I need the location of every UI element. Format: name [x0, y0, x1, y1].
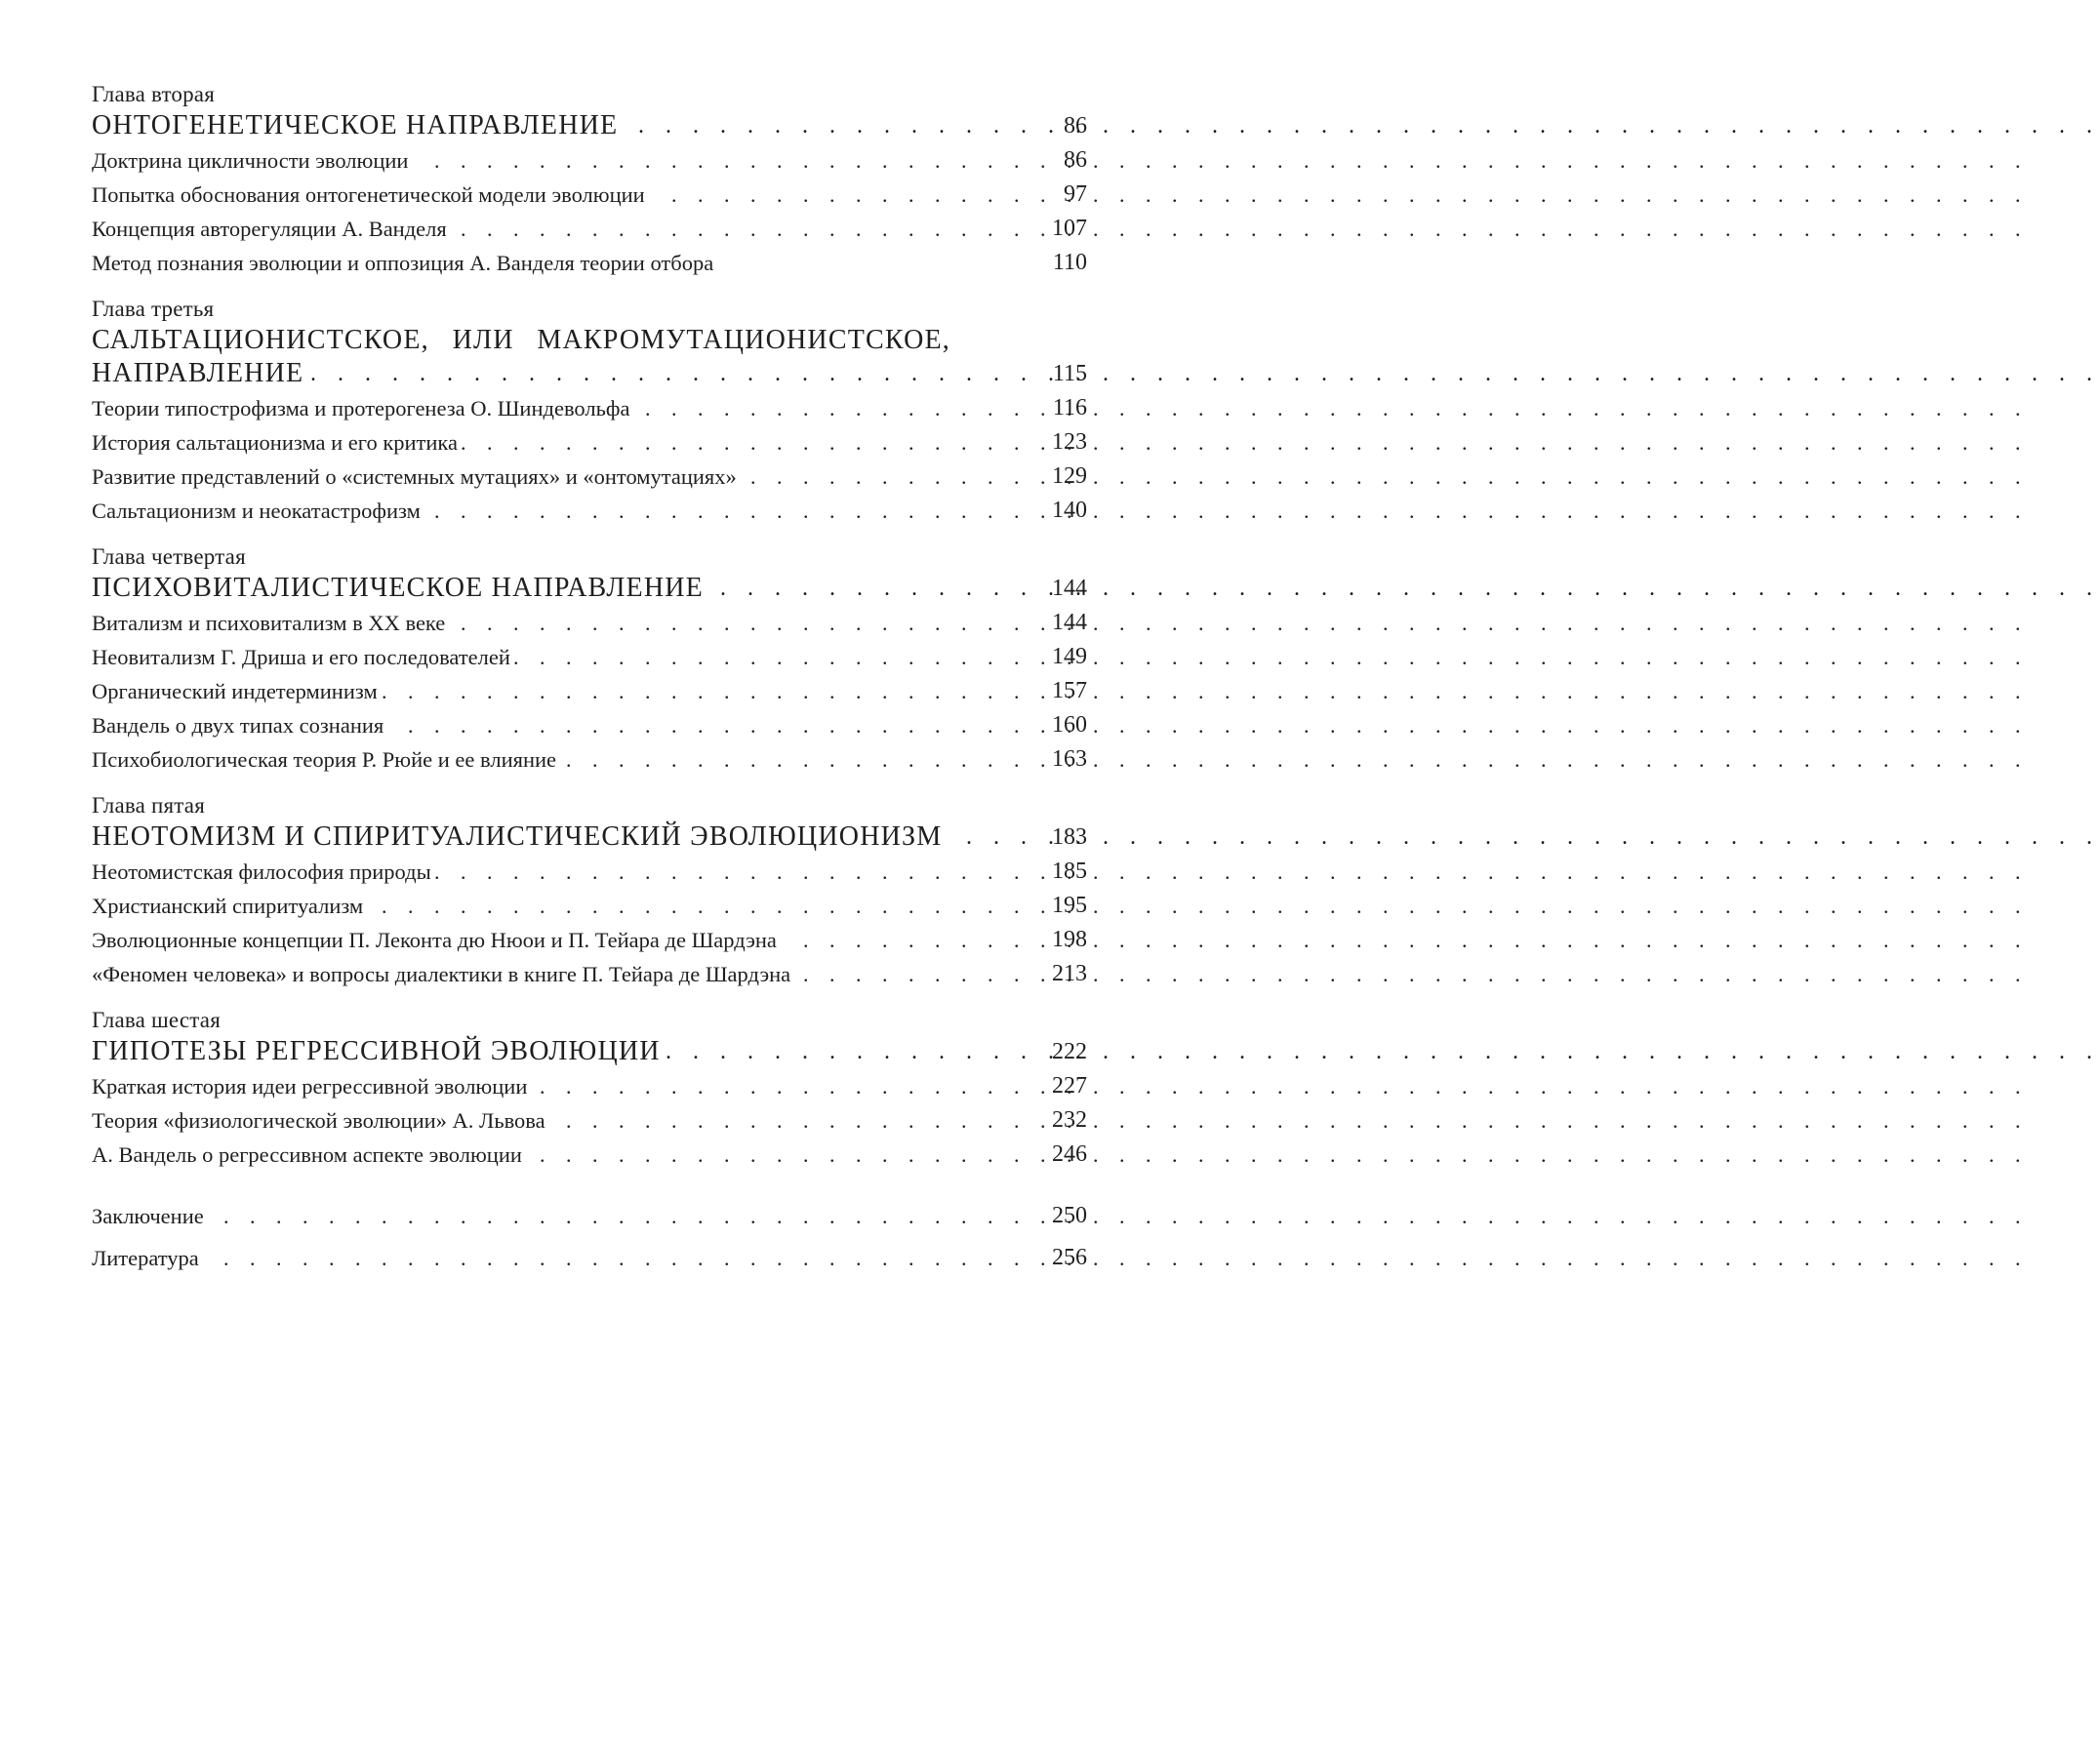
chapter-label: Глава третья [92, 297, 215, 321]
toc-entry-literature [92, 1242, 1087, 1274]
page-number: 232 [1052, 1107, 1087, 1133]
entry-title: Заключение . . . [92, 1200, 950, 1232]
table-of-contents [92, 80, 1087, 1274]
chapter-three [92, 295, 1087, 527]
page-number: 213 [1052, 961, 1087, 986]
entry-title: Попытка обоснования онтогенетической модели эволюции . . . [92, 179, 950, 211]
toc-entry [92, 1070, 1087, 1102]
page-number: 195 [1052, 893, 1087, 918]
chapter-heading: НЕОТОМИЗМ И СПИРИТУАЛИСТИЧЕСКИЙ ЭВОЛЮЦИОНИЗМ . . . [92, 820, 950, 854]
chapter-heading-row [92, 572, 1087, 605]
toc-entry [92, 890, 1087, 922]
entry-title: Теории типострофизма и протерогенеза О. Шиндевольфа . . . [92, 392, 950, 424]
back-matter [92, 1200, 1087, 1274]
toc-entry [92, 958, 1087, 990]
page-number: 144 [1052, 610, 1087, 635]
chapter-six [92, 1006, 1087, 1171]
chapter-heading: ОНТОГЕНЕТИЧЕСКОЕ НАПРАВЛЕНИЕ . . . [92, 109, 950, 142]
chapter-two [92, 80, 1087, 279]
toc-entry [92, 607, 1087, 639]
page-number: 144 [1052, 576, 1087, 601]
toc-entry [92, 213, 1087, 245]
chapter-heading-row [92, 324, 1087, 390]
toc-entry [92, 179, 1087, 211]
entry-title: Вандель о двух типах сознания . . . [92, 709, 950, 741]
entry-title: Витализм и психовитализм в XX веке . . . [92, 607, 950, 639]
entry-title: Неовитализм Г. Дриша и его последователей . . . [92, 641, 950, 673]
toc-entry-conclusion [92, 1200, 1087, 1232]
entry-title: Органический индетерминизм . . . [92, 675, 950, 707]
chapter-label: Глава вторая [92, 82, 215, 106]
toc-entry [92, 460, 1087, 493]
entry-title: Развитие представлений о «системных мутациях» и «онтомутациях» . . . [92, 460, 950, 493]
toc-entry [92, 247, 1087, 279]
page-number: 123 [1052, 429, 1087, 455]
page-number: 129 [1052, 463, 1087, 489]
page-number: 110 [1052, 250, 1087, 275]
chapter-heading: САЛЬТАЦИОНИСТСКОЕ, ИЛИ МАКРОМУТАЦИОНИСТСКОЕ, НАПРАВЛЕНИЕ . . . [92, 324, 950, 390]
entry-title: «Феномен человека» и вопросы диалектики в книге П. Тейара де Шардэна . . . [92, 958, 950, 990]
page-number: 157 [1052, 678, 1087, 703]
chapter-heading: ПСИХОВИТАЛИСТИЧЕСКОЕ НАПРАВЛЕНИЕ . . . [92, 572, 950, 605]
page-number: 198 [1052, 927, 1087, 952]
entry-title: История сальтационизма и его критика . . . [92, 426, 950, 459]
entry-title: Эволюционные концепции П. Леконта дю Нюои и П. Тейара де Шардэна . . . [92, 924, 950, 956]
page-number: 160 [1052, 712, 1087, 738]
toc-entry [92, 426, 1087, 459]
chapter-heading-row [92, 1035, 1087, 1068]
entry-title: Краткая история идеи регрессивной эволюции . . . [92, 1070, 950, 1102]
entry-title: Теория «физиологической эволюции» А. Львова . . . [92, 1104, 950, 1137]
entry-title: Сальтационизм и неокатастрофизм . . . [92, 495, 950, 527]
entry-title: Доктрина цикличности эволюции . . . [92, 144, 950, 177]
page-number: 246 [1052, 1141, 1087, 1167]
page-number: 97 [1064, 181, 1087, 207]
page-number: 227 [1052, 1073, 1087, 1099]
toc-entry [92, 1104, 1087, 1137]
toc-entry [92, 1139, 1087, 1171]
chapter-label: Глава четвертая [92, 544, 246, 569]
page-number: 163 [1052, 746, 1087, 772]
chapter-four [92, 542, 1087, 776]
toc-entry [92, 924, 1087, 956]
chapter-heading-row [92, 109, 1087, 142]
entry-title: Психобиологическая теория Р. Рюйе и ее влияние . . . [92, 743, 950, 776]
toc-entry [92, 495, 1087, 527]
page-number: 115 [1052, 361, 1087, 386]
page-number: 86 [1064, 147, 1087, 173]
page-number: 250 [1052, 1203, 1087, 1228]
chapter-heading: ГИПОТЕЗЫ РЕГРЕССИВНОЙ ЭВОЛЮЦИИ . . . [92, 1035, 950, 1068]
page-number: 140 [1052, 498, 1087, 523]
page-number: 107 [1052, 216, 1087, 241]
toc-entry [92, 392, 1087, 424]
toc-entry [92, 709, 1087, 741]
chapter-label: Глава пятая [92, 793, 205, 818]
entry-title: А. Вандель о регрессивном аспекте эволюции . . . [92, 1139, 950, 1171]
chapter-heading-row [92, 820, 1087, 854]
toc-entry [92, 856, 1087, 888]
toc-entry [92, 675, 1087, 707]
entry-title: Концепция авторегуляции А. Ванделя . . . [92, 213, 950, 245]
page-number: 183 [1052, 824, 1087, 850]
entry-title: Метод познания эволюции и оппозиция А. Ванделя теории отбора [92, 247, 950, 279]
entry-title: Литература . . . [92, 1242, 950, 1274]
toc-entry [92, 144, 1087, 177]
page-number: 149 [1052, 644, 1087, 669]
page-number: 86 [1064, 113, 1087, 139]
entry-title: Неотомистская философия природы . . . [92, 856, 950, 888]
chapter-five [92, 791, 1087, 990]
page-number: 116 [1052, 395, 1087, 420]
page-number: 222 [1052, 1039, 1087, 1064]
toc-entry [92, 641, 1087, 673]
page-number: 185 [1052, 859, 1087, 884]
page-number: 256 [1052, 1245, 1087, 1270]
toc-entry [92, 743, 1087, 776]
chapter-label: Глава шестая [92, 1008, 221, 1032]
entry-title: Христианский спиритуализм . . . [92, 890, 950, 922]
